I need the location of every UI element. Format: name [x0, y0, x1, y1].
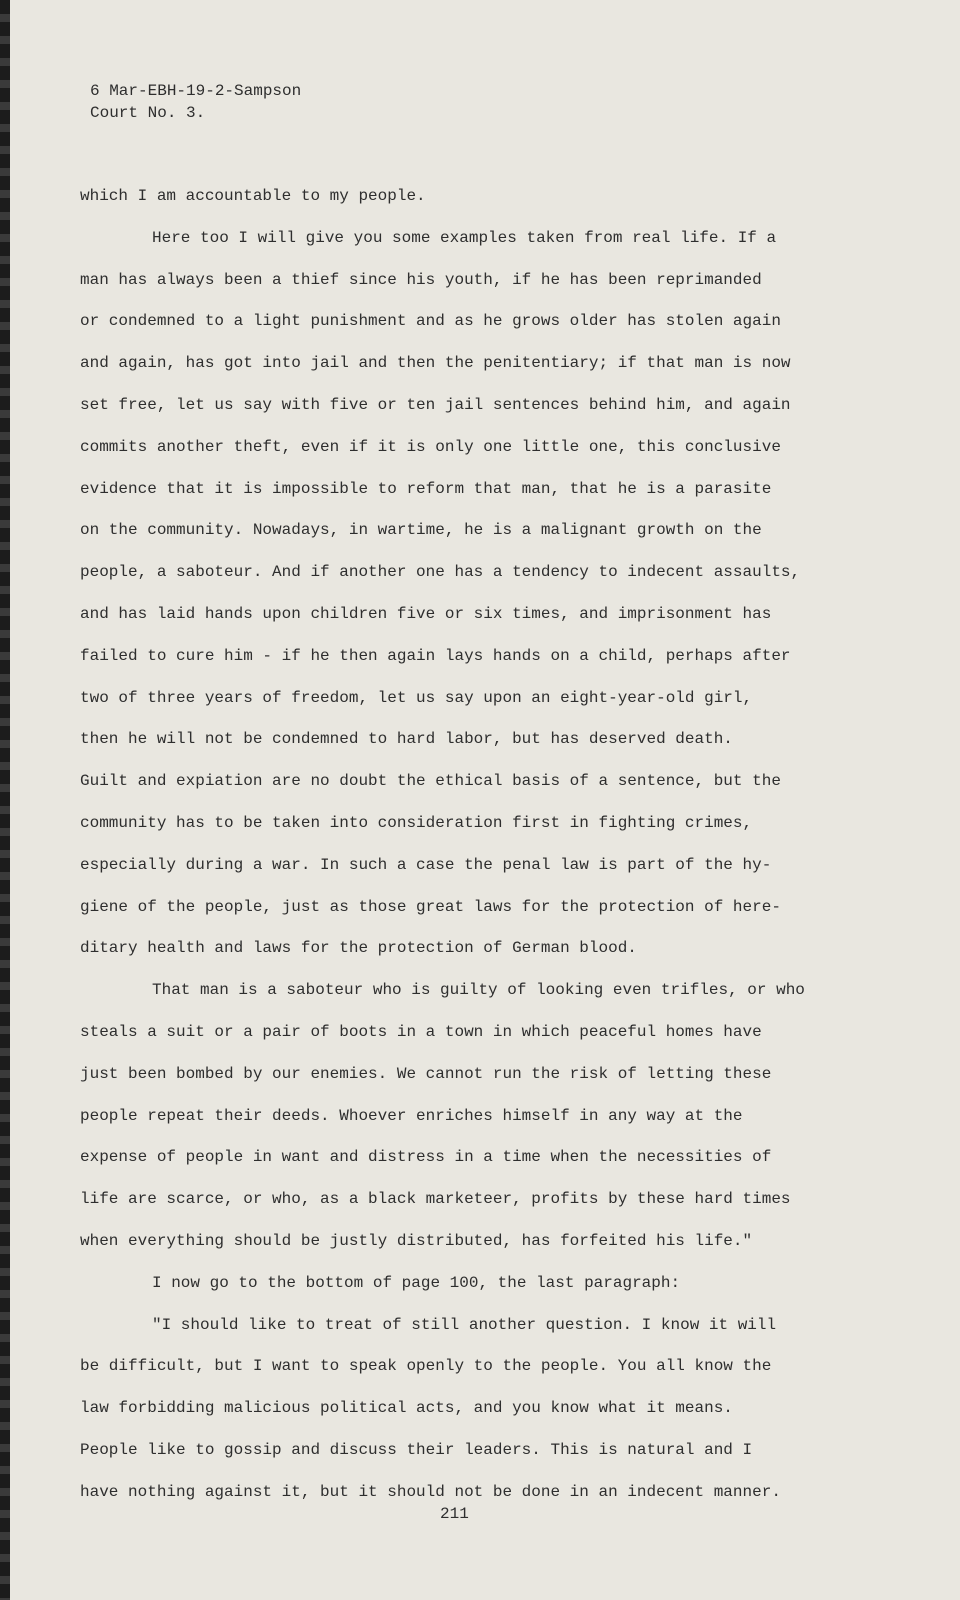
transcript-line: especially during a war. In such a case the penal law is part of the hy-: [80, 855, 772, 874]
transcript-line: on the community. Nowadays, in wartime, he is a malignant growth on the: [80, 521, 762, 540]
transcript-line: I now go to the bottom of page 100, the last paragraph:: [152, 1273, 681, 1292]
transcript-line: Here too I will give you some examples taken from real life. If a: [152, 228, 777, 247]
transcript-line: people repeat their deeds. Whoever enriches himself in any way at the: [80, 1106, 743, 1125]
transcript-line: just been bombed by our enemies. We cannot run the risk of letting these: [80, 1064, 772, 1083]
transcript-line: steals a suit or a pair of boots in a town in which peaceful homes have: [80, 1022, 762, 1041]
transcript-line: commits another theft, even if it is only one little one, this conclusive: [80, 437, 781, 456]
transcript-line: when everything should be justly distributed, has forfeited his life.": [80, 1231, 753, 1250]
transcript-line: and again, has got into jail and then the penitentiary; if that man is now: [80, 354, 791, 373]
transcript-line: which I am accountable to my people.: [80, 187, 426, 205]
document-header: [90, 80, 301, 124]
transcript-line: set free, let us say with five or ten jail sentences behind him, and again: [80, 395, 791, 414]
transcript-line: expense of people in want and distress in a time when the necessities of: [80, 1148, 772, 1167]
transcript-line: evidence that it is impossible to reform that man, that he is a parasite: [80, 479, 772, 498]
transcript-line: then he will not be condemned to hard labor, but has deserved death.: [80, 730, 733, 749]
transcript-line: have nothing against it, but it should not be done in an indecent manner.: [80, 1482, 781, 1501]
transcript-line: People like to gossip and discuss their leaders. This is natural and I: [80, 1440, 753, 1459]
court-number: Court No. 3.: [90, 104, 206, 122]
transcript-line: people, a saboteur. And if another one has a tendency to indecent assaults,: [80, 563, 801, 582]
transcript-line: man has always been a thief since his youth, if he has been reprimanded: [80, 270, 762, 289]
transcript-line: life are scarce, or who, as a black marketeer, profits by these hard times: [80, 1190, 791, 1209]
transcript-line: two of three years of freedom, let us say upon an eight-year-old girl,: [80, 688, 753, 707]
spiral-binding-edge: [0, 0, 10, 1600]
document-reference: 6 Mar-EBH-19-2-Sampson: [90, 82, 302, 100]
transcript-line: ditary health and laws for the protection of German blood.: [80, 939, 637, 958]
transcript-line: law forbidding malicious political acts, and you know what it means.: [80, 1399, 733, 1418]
transcript-line: That man is a saboteur who is guilty of looking even trifles, or who: [152, 981, 805, 1000]
transcript-line: Guilt and expiation are no doubt the ethical basis of a sentence, but the: [80, 772, 781, 791]
page-number: 211: [440, 1505, 469, 1523]
transcript-line: or condemned to a light punishment and as he grows older has stolen again: [80, 312, 781, 331]
transcript-line: be difficult, but I want to speak openly to the people. You all know the: [80, 1357, 772, 1376]
transcript-line: community has to be taken into consideration first in fighting crimes,: [80, 813, 753, 832]
transcript-line: giene of the people, just as those great laws for the protection of here-: [80, 897, 781, 916]
document-page: [10, 0, 960, 1600]
transcript-line: "I should like to treat of still another question. I know it will: [152, 1315, 777, 1334]
transcript-body: [80, 176, 890, 1514]
transcript-line: failed to cure him - if he then again lays hands on a child, perhaps after: [80, 646, 791, 665]
transcript-line: and has laid hands upon children five or six times, and imprisonment has: [80, 604, 772, 623]
